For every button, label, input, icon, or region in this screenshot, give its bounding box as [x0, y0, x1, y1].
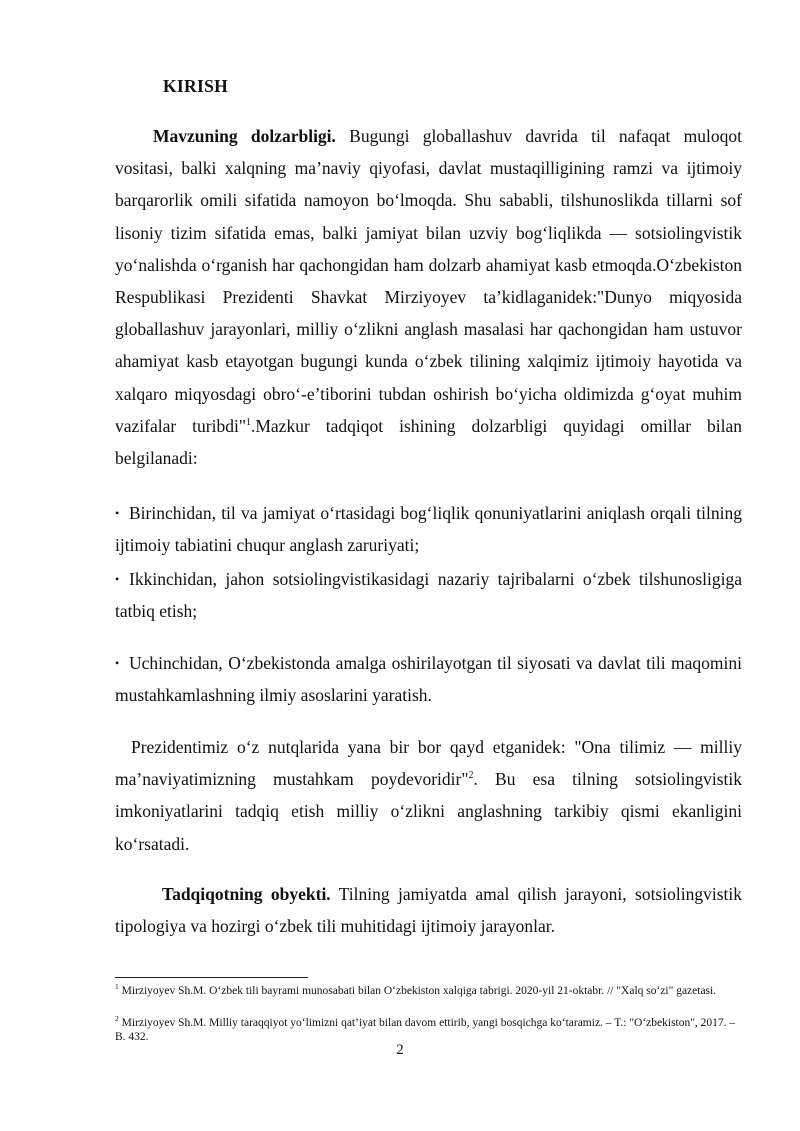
footnote-text: Mirziyoyev Sh.M. Milliy taraqqiyot yo‘limizni qat’iyat bilan davom ettirib, yangi bosqichga ko‘taramiz. – T.: "O‘zbekiston", 2017. – B. 432.: [115, 1017, 736, 1044]
footnote-ref-2: 2: [468, 770, 474, 782]
object-paragraph: [115, 878, 742, 942]
footnote-ref-1: 1: [245, 417, 251, 428]
footnote-text: Mirziyoyev Sh.M. O‘zbek tili bayrami munosabati bilan O‘zbekiston xalqiga tabrigi. 2020-yil 21-oktabr. // "Xalq so‘zi" gazetasi.: [118, 985, 717, 997]
bullet-icon: •: [115, 656, 120, 670]
bullet-icon: •: [115, 572, 120, 586]
section-heading: KIRISH: [163, 76, 229, 96]
list-item: [115, 647, 742, 711]
list-item: [115, 563, 742, 627]
footnote-divider: [115, 977, 308, 978]
list-item-text: Birinchidan, til va jamiyat o‘rtasidagi bog‘liqlik qonuniyatlarini aniqlash orqali tilning ijtimoiy tabiatini chuqur anglash zaruriyati;: [115, 503, 742, 556]
relevance-lead: Mavzuning dolzarbligi.: [153, 126, 336, 146]
bullet-icon: •: [115, 506, 120, 520]
footnote-number: 1: [115, 982, 119, 992]
relevance-text: Bugungi globallashuv davrida til nafaqat muloqot vositasi, balki xalqning ma’naviy qiyofasi, davlat mustaqilligining ramzi va ijtimoiy barqarorlik omili sifatida namoyon bo‘lmoqda. Shu sababli, tilshunoslikda tillarni sof lisoniy tizim sifatida emas, balki jamiyat bilan uzviy bog‘liqlikda — sotsiolingvistik yo‘nalishda o‘rganish har qachongidan ham dolzarb ahamiyat kasb etmoqda.O‘zbekiston Respublikasi Prezidenti Shavkat Mirziyoyev ta’kidlaganidek:"Dunyo miqyosida globallashuv jarayonlari, milliy o‘zlikni anglash masalasi har qachongidan ham ustuvor ahamiyat kasb etayotgan bugungi kunda o‘zbek tilining xalqimiz ijtimoiy hayotida va xalqaro miqyosdagi obro‘-e’tiborini tubdan oshirish bo‘yicha oldimizda g‘oyat muhim vazifalar turibdi": [115, 126, 742, 436]
relevance-tail: .Mazkur tadqiqot ishining dolzarbligi quyidagi omillar bilan belgilanadi:: [115, 415, 742, 469]
list-item-text: Uchinchidan, O‘zbekistonda amalga oshirilayotgan til siyosati va davlat tili maqomini mustahkamlashning ilmiy asoslarini yaratish.: [115, 653, 742, 706]
quote-text: Prezidentimiz o‘z nutqlarida yana bir bor qayd etganidek: "Ona tilimiz — milliy ma’naviyatimizning mustahkam poydevoridir": [115, 737, 742, 790]
relevance-paragraph: [115, 120, 742, 474]
footnote-number: 2: [115, 1014, 119, 1024]
list-item: [115, 497, 742, 561]
president-quote-paragraph: [115, 731, 742, 860]
list-item-text: Ikkinchidan, jahon sotsiolingvistikasidagi nazariy tajribalarni o‘zbek tilshunosligiga tatbiq etish;: [115, 569, 742, 622]
quote-tail: . Bu esa tilning sotsiolingvistik imkoniyatlarini tadqiq etish milliy o‘zlikni anglashning tarkibiy qismi ekanligini ko‘rsatadi.: [115, 769, 742, 854]
object-text: Tilning jamiyatda amal qilish jarayoni, sotsiolingvistik tipologiya va hozirgi o‘zbek tili muhitidagi ijtimoiy jarayonlar.: [115, 884, 742, 937]
object-lead: Tadqiqotning obyekti.: [162, 884, 331, 904]
footnote-2: [115, 1016, 742, 1044]
footnote-1: [115, 984, 742, 998]
page-number: 2: [396, 1042, 404, 1058]
